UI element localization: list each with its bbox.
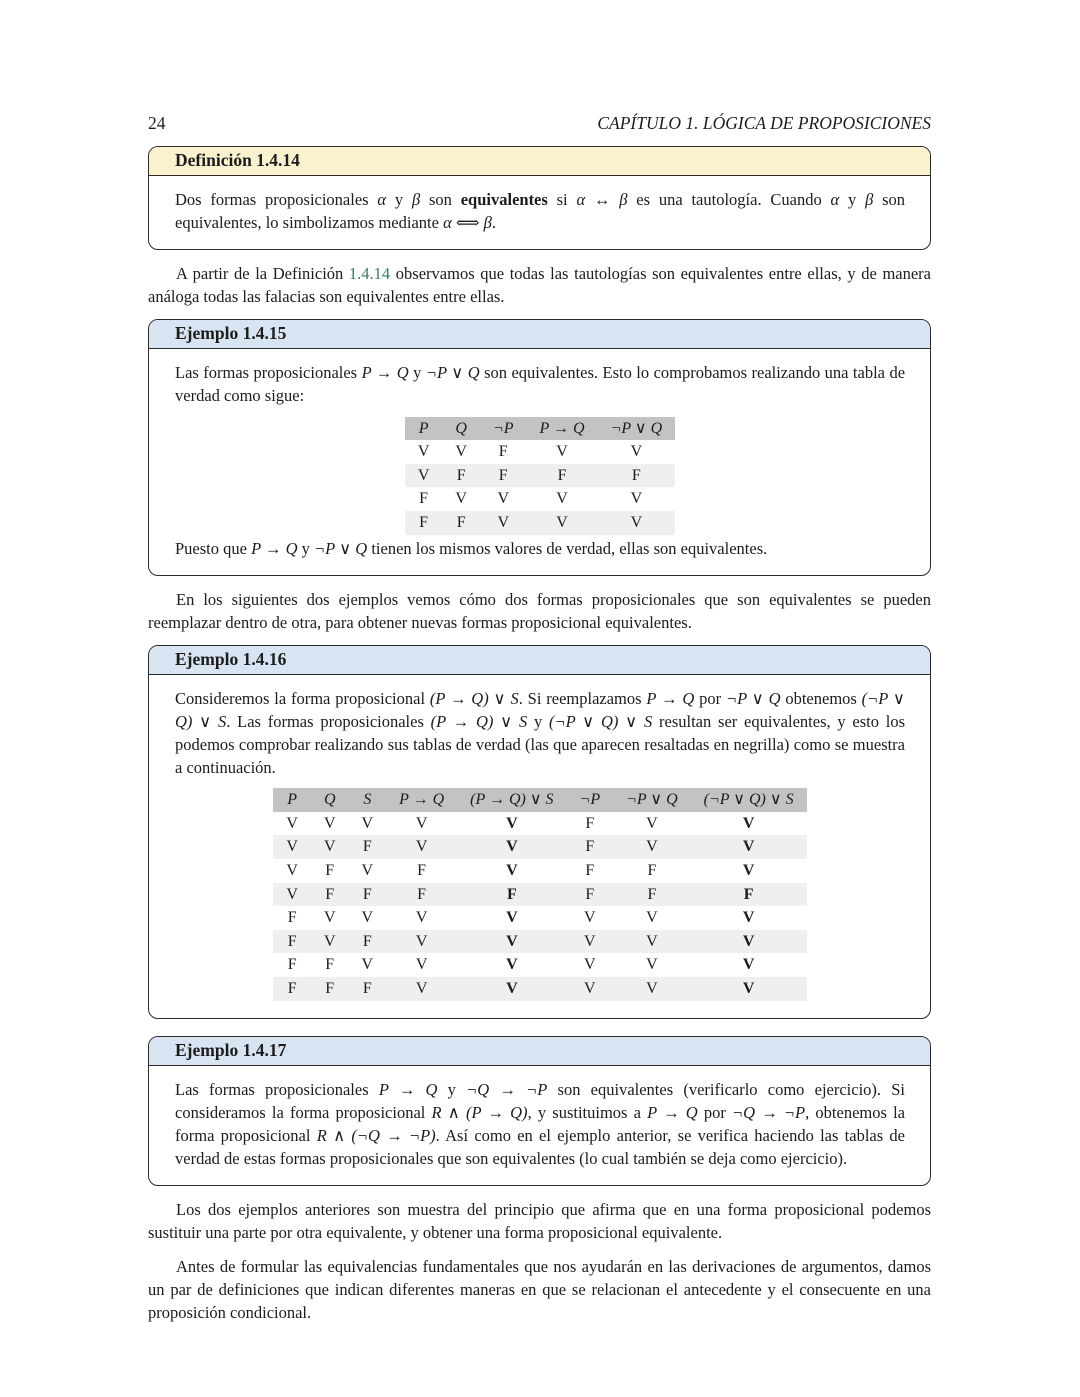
table-cell: V [742, 909, 755, 927]
table-row [405, 440, 675, 464]
table-cell: F [349, 883, 387, 907]
table-row [273, 906, 806, 930]
column-header: ¬P [567, 788, 614, 812]
example-1-4-17-text: Las formas proposicionales P → Q y ¬Q → ¬P son equivalentes (verificarlo como ejercicio). Si consideramos la forma proposicional R ∧ (P → Q), y sustituimos a P → Q por ¬Q → ¬P, obtenemos la forma proposicional R ∧ (¬Q → ¬P). Así como en el ejemplo anterior, se verifica haciendo las tablas de verdad de estas formas proposicionales que son equivalentes (lo cual también se deja como ejercicio). [175, 1079, 906, 1168]
table-cell: F [349, 930, 387, 954]
definition-title: Definición 1.4.14 [149, 147, 930, 176]
example-1-4-17-body [149, 1066, 930, 1185]
example-1-4-16-text: Consideremos la forma proposicional (P → Q) ∨ S. Si reemplazamos P → Q por ¬P ∨ Q obtenemos (¬P ∨ Q) ∨ S. Las formas proposicionales (P → Q) ∨ S y (¬P ∨ Q) ∨ S resultan ser equivalentes, y esto los podemos comprobar realizando sus tablas de verdad (las que aparecen resaltadas en negrilla) como se muestra a continuación. [175, 688, 905, 778]
table-cell: V [630, 443, 643, 461]
closing-paragraph-1: Los dos ejemplos anteriores son muestra del principio que afirma que en una forma proposicional podemos sustituir una parte por otra equivalente, y obtener una forma proposicional equivalente. [148, 1199, 931, 1242]
table-cell: F [647, 861, 657, 879]
table-cell: V [584, 909, 596, 927]
table-cell: F [457, 883, 566, 907]
table-cell: V [361, 814, 374, 832]
table-cell: V [613, 977, 691, 1001]
table-cell: V [497, 490, 510, 508]
example-1-4-15-title: Ejemplo 1.4.15 [149, 320, 930, 349]
table-row [273, 859, 806, 883]
table-cell: F [442, 511, 480, 535]
table-cell: V [405, 464, 443, 488]
table-cell: V [506, 861, 518, 879]
definition-body [149, 176, 930, 249]
table-cell: F [613, 883, 691, 907]
example-1-4-16-body [149, 675, 930, 1018]
table-cell: V [646, 909, 658, 927]
table-cell: V [415, 814, 428, 832]
page-header [148, 113, 931, 134]
definition-text: Dos formas proposicionales α y β son equivalentes si α ↔ β es una tautología. Cuando α y β son equivalentes, lo simbolizamos mediante α ⟺ β. [175, 190, 906, 233]
table-cell: V [386, 835, 457, 859]
table-row [273, 930, 806, 954]
table-cell: V [613, 835, 691, 859]
table-cell: V [556, 443, 568, 461]
chapter-header: CAPÍTULO 1. LÓGICA DE PROPOSICIONES [597, 113, 931, 133]
table-cell: F [598, 464, 676, 488]
example-1-4-15-text-bottom: Puesto que P → Q y ¬P ∨ Q tienen los mismos valores de verdad, ellas son equivalentes. [175, 538, 768, 558]
table-cell: V [415, 956, 428, 974]
table-cell: V [742, 814, 755, 832]
table-row [273, 977, 806, 1001]
example-1-4-17-title: Ejemplo 1.4.17 [149, 1037, 930, 1066]
table-cell: V [556, 490, 568, 508]
table-cell: F [311, 977, 349, 1001]
truth-table-large [273, 788, 806, 1000]
table-cell: V [506, 909, 518, 927]
table-row [273, 883, 806, 907]
table-cell: F [480, 464, 527, 488]
example-1-4-15-box [148, 319, 931, 575]
table-cell: V [386, 977, 457, 1001]
column-header: P [405, 417, 443, 441]
table-cell: F [585, 814, 595, 832]
table-cell: V [273, 883, 311, 907]
table-cell: F [325, 861, 335, 879]
table-cell: V [742, 956, 755, 974]
paragraph-after-definition: A partir de la Definición 1.4.14 observamos que todas las tautologías son equivalentes entre ellas, y de manera análoga todas las falacias son equivalentes entre ellas. [148, 264, 931, 307]
column-header: Q [442, 417, 480, 441]
table-cell: V [361, 956, 374, 974]
table-row [405, 511, 675, 535]
table-cell: V [527, 511, 598, 535]
table-cell: V [480, 511, 527, 535]
table-cell: V [506, 956, 518, 974]
table-cell: V [584, 956, 596, 974]
page-number: 24 [148, 113, 166, 133]
example-1-4-15-text-top: Las formas proposicionales P → Q y ¬P ∨ Q son equivalentes. Esto lo comprobamos realizando una tabla de verdad como sigue: [175, 363, 906, 406]
table-cell: V [646, 956, 658, 974]
table-cell: V [457, 977, 566, 1001]
table-cell: F [349, 835, 387, 859]
column-header: S [349, 788, 387, 812]
table-cell: F [273, 977, 311, 1001]
table-cell: V [311, 930, 349, 954]
table-cell: V [455, 443, 467, 461]
table-cell: F [417, 861, 427, 879]
table-cell: V [323, 814, 336, 832]
example-1-4-16-box [148, 645, 931, 1019]
table-cell: F [325, 956, 335, 974]
table-row [405, 464, 675, 488]
column-header: ¬P ∨ Q [598, 417, 676, 441]
table-cell: F [349, 977, 387, 1001]
table-cell: F [273, 930, 311, 954]
column-header: (P → Q) ∨ S [457, 788, 566, 812]
table-cell: V [323, 909, 336, 927]
example-1-4-17-box [148, 1036, 931, 1186]
table-cell: V [286, 814, 298, 832]
cross-ref-link[interactable]: 1.4.14 [348, 264, 391, 284]
table-cell: V [613, 930, 691, 954]
table-cell: F [405, 511, 443, 535]
column-header: Q [311, 788, 349, 812]
table-cell: F [442, 464, 480, 488]
table-row [405, 487, 675, 511]
closing-paragraph-2: Antes de formular las equivalencias fundamentales que nos ayudarán en las derivaciones de argumentos, damos un par de definiciones que indican diferentes maneras en que se relacionan el antecedente y el consecuente en una proposición condicional. [148, 1257, 931, 1323]
example-1-4-15-body [149, 349, 930, 574]
table-header-row [273, 788, 806, 812]
table-cell: F [585, 861, 595, 879]
table-cell: V [417, 443, 430, 461]
table-cell: V [273, 835, 311, 859]
table-cell: V [598, 511, 676, 535]
table-cell: V [415, 909, 428, 927]
table-cell: V [457, 835, 566, 859]
table-cell: V [742, 861, 755, 879]
table-cell: F [691, 883, 807, 907]
table-cell: V [506, 814, 518, 832]
table-cell: V [455, 490, 467, 508]
column-header: P [273, 788, 311, 812]
table-cell: F [386, 883, 457, 907]
example-1-4-16-title: Ejemplo 1.4.16 [149, 646, 930, 675]
table-cell: V [286, 861, 298, 879]
table-cell: V [361, 909, 374, 927]
table-cell: F [287, 956, 297, 974]
table-cell: V [457, 930, 566, 954]
table-cell: V [691, 930, 807, 954]
table-row [273, 812, 806, 836]
table-cell: V [691, 977, 807, 1001]
table-cell: F [567, 835, 614, 859]
table-cell: V [386, 930, 457, 954]
table-cell: V [361, 861, 374, 879]
paragraph-between-examples: En los siguientes dos ejemplos vemos cómo dos formas proposicionales que son equivalentes se pueden reemplazar dentro de otra, para obtener nuevas formas proposicional equivalentes. [148, 589, 931, 632]
table-cell: F [311, 883, 349, 907]
table-row [273, 953, 806, 977]
table-cell: V [691, 835, 807, 859]
table-cell: F [527, 464, 598, 488]
table-row [273, 835, 806, 859]
table-cell: V [567, 930, 614, 954]
table-cell: V [311, 835, 349, 859]
column-header: ¬P [480, 417, 527, 441]
table-cell: F [498, 443, 508, 461]
table-cell: V [646, 814, 658, 832]
table-header-row [405, 417, 675, 441]
column-header: ¬P ∨ Q [613, 788, 691, 812]
table-cell: V [567, 977, 614, 1001]
table-cell: F [287, 909, 297, 927]
column-header: P → Q [386, 788, 457, 812]
column-header: (¬P ∨ Q) ∨ S [691, 788, 807, 812]
table-cell: V [630, 490, 643, 508]
definition-box [148, 146, 931, 250]
truth-table-small [405, 417, 675, 535]
column-header: P → Q [527, 417, 598, 441]
table-cell: F [567, 883, 614, 907]
table-cell: F [419, 490, 429, 508]
